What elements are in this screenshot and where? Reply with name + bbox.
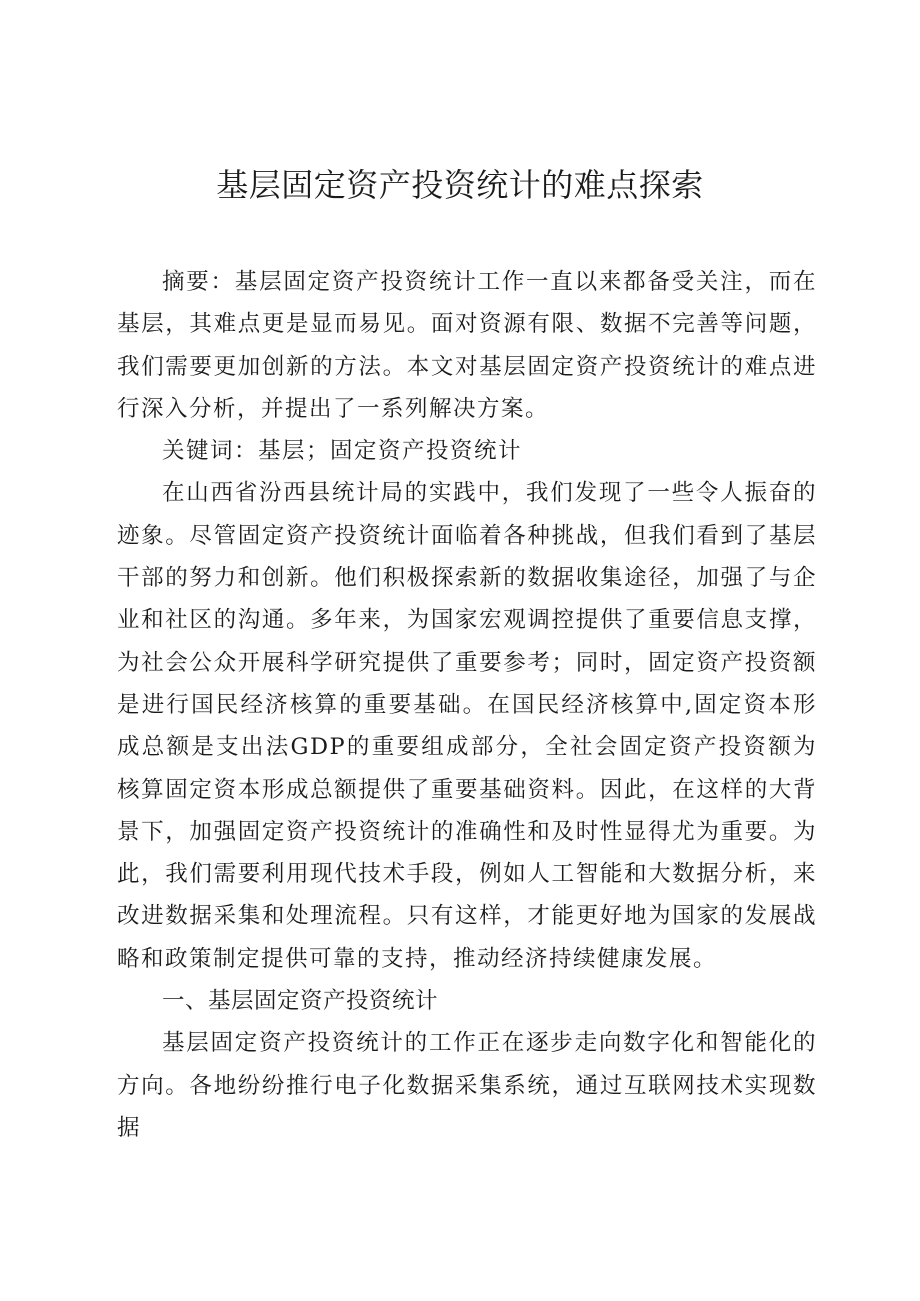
body-paragraph: 在山西省汾西县统计局的实践中，我们发现了一些令人振奋的迹象。尽管固定资产投资统计面临着各种挑战，但我们看到了基层干部的努力和创新。他们积极探索新的数据收集途径，加强了与企业和社区的沟通。多年来，为国家宏观调控提供了重要信息支撑，为社会公众开展科学研究提供了重要参考；同时，固定资产投资额是进行国民经济核算的重要基础。在国民经济核算中,固定资本形成总额是支出法GDP的重要组成部分，全社会固定资产投资额为核算固定资本形成总额提供了重要基础资料。因此，在这样的大背景下，加强固定资产投资统计的准确性和及时性显得尤为重要。为此，我们需要利用现代技术手段，例如人工智能和大数据分析，来改进数据采集和处理流程。只有这样，才能更好地为国家的发展战略和政策制定提供可靠的支持，推动经济持续健康发展。 <box>117 480 817 972</box>
section-paragraph: 基层固定资产投资统计的工作正在逐步走向数字化和智能化的方向。各地纷纷推行电子化数据采集系统，通过互联网技术实现数据 <box>117 1030 817 1141</box>
abstract-paragraph: 摘要：基层固定资产投资统计工作一直以来都备受关注，而在基层，其难点更是显而易见。面对资源有限、数据不完善等问题，我们需要更加创新的方法。本文对基层固定资产投资统计的难点进行深入分析，并提出了一系列解决方案。 <box>117 269 817 422</box>
document-title: 基层固定资产投资统计的难点探索 <box>216 166 704 204</box>
section-heading: 一、基层固定资产投资统计 <box>162 988 439 1015</box>
keywords-line: 关键词：基层；固定资产投资统计 <box>162 438 523 465</box>
document-body <box>117 261 817 1149</box>
